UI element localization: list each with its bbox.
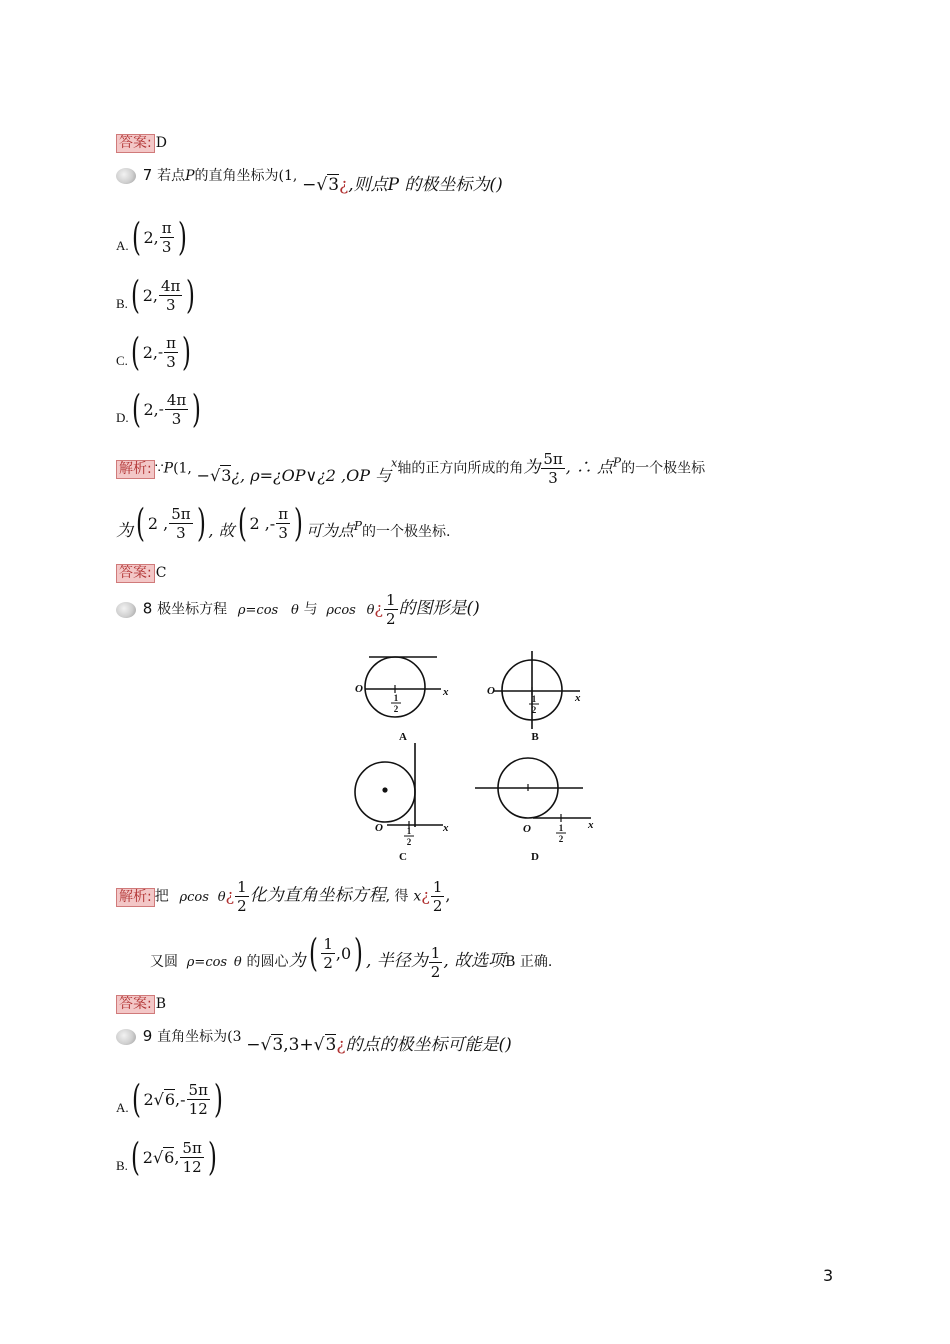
fraction: $\frac{\pi}{3}$ (166, 333, 176, 371)
analysis-7-line-1: 解析: ∵P(1, −√3¿, ρ=¿OP∨¿2 ,OP 与$^x$轴的正方向所成的角为 $\frac{5\pi}{3}$ , ∴ 点$^P$的一个极坐标 (116, 450, 705, 487)
svg-text:O: O (375, 822, 383, 834)
svg-text:A: A (399, 731, 407, 743)
fraction: $\frac{\pi}{3}$ (161, 218, 172, 256)
answer-value: D (155, 135, 167, 151)
svg-text:O: O (355, 683, 363, 695)
option-c[interactable]: C. ( 2, - $\frac{\pi}{3}$ ) (116, 330, 191, 374)
option-b[interactable]: B. ( 2 √6 , $\frac{5\pi}{12}$ ) (116, 1135, 217, 1179)
svg-text:2: 2 (406, 837, 412, 847)
figure-c-center-dot (382, 787, 387, 792)
option-a[interactable]: A. ( 2, $\frac{\pi}{3}$ ) (116, 215, 187, 259)
question-9-stem: 9 直角坐标为(3 −√3,3+√3¿的点的极坐标可能是() (116, 1021, 512, 1046)
svg-text:O: O (523, 823, 531, 835)
question-bullet-icon (116, 602, 136, 618)
fraction: $\frac{4\pi}{3}$ (161, 276, 181, 314)
svg-text:2: 2 (558, 834, 564, 844)
svg-text:1: 1 (406, 826, 412, 836)
analysis-8-line-1: 解析: 把 ρcos θ¿ $\frac{1}{2}$ 化为直角坐标方程, 得 x¿ $\frac{1}{2}$ , (116, 878, 450, 915)
page-number: 3 (823, 1266, 834, 1285)
option-a[interactable]: A. ( 2 √6 ,- $\frac{5\pi}{12}$ ) (116, 1077, 223, 1121)
svg-text:D: D (531, 851, 539, 863)
svg-text:1: 1 (393, 693, 399, 703)
svg-text:2: 2 (393, 704, 399, 714)
svg-text:x: x (588, 819, 594, 831)
svg-text:2: 2 (531, 705, 537, 715)
question-8-stem: 8 极坐标方程 ρ=cos θ 与 ρcos θ¿ $\frac{1}{2}$ 的图形是() (116, 591, 480, 628)
question-number: 7 (142, 166, 153, 184)
answer-line-7: 答案: C (116, 563, 166, 583)
svg-text:x: x (443, 686, 449, 698)
svg-text:1: 1 (558, 823, 564, 833)
question-bullet-icon (116, 168, 136, 184)
analysis-8-line-2: 又圆 ρ=cos θ 的圆心为 ( $\frac{1}{2}$ ,0 ) , 半径为 $\frac{1}{2}$ , 故选项B 正确. (150, 931, 553, 981)
question-bullet-icon (116, 1029, 136, 1045)
fraction: $\frac{4\pi}{3}$ (166, 390, 187, 428)
question-7-stem: 7 若点P的直角坐标为(1, −√3¿,则点P 的极坐标为() (116, 160, 503, 185)
answer-line-8: 答案: B (116, 994, 166, 1014)
analysis-tag: 解析: (116, 460, 155, 479)
option-b[interactable]: B. ( 2, $\frac{4\pi}{3}$ ) (116, 273, 196, 317)
polar-graph-options-figure (345, 645, 605, 870)
svg-text:C: C (399, 851, 407, 863)
svg-text:B: B (531, 731, 539, 743)
answer-line-6 (116, 133, 167, 153)
svg-text:x: x (575, 692, 581, 704)
svg-text:O: O (487, 685, 495, 697)
svg-text:x: x (443, 822, 449, 834)
analysis-7-line-2: 为 ( 2 , $\frac{5\pi}{3}$ ) , 故 ( 2 ,- $\frac{\pi}{3}$ ) 可为点$^P$的一个极坐标. (116, 501, 451, 545)
svg-text:1: 1 (531, 694, 537, 704)
answer-tag: 答案: (116, 134, 155, 153)
option-d[interactable]: D. ( 2, - $\frac{4\pi}{3}$ ) (116, 387, 202, 431)
